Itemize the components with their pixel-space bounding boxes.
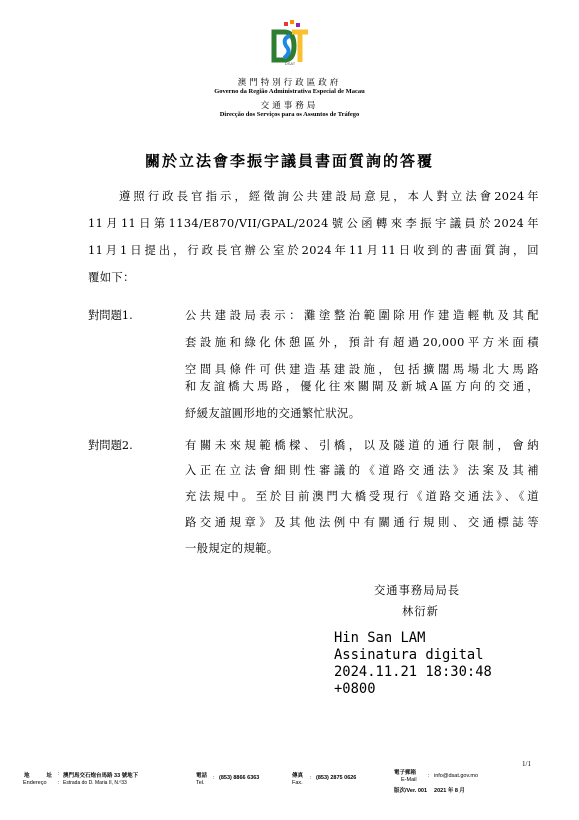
answer-line: 公共建設局表示：灘塗整治範圍除用作建造輕軌及其配 [185,309,539,322]
page-number: 1/1 [522,760,531,768]
address-pt: Estrada do D. Maria II, N.º33 [63,780,127,786]
address-zh: 澳門馬交石炮台馬路 33 號地下 [63,773,139,779]
tel-number: (853) 8866 6363 [219,775,260,781]
dsat-logo [270,20,310,66]
intro-line: 11月11日第1134/E870/VII/GPAL/2024號公函轉來李振宇議員於2024年 [88,217,539,230]
answer-line: 充法規中。至於目前澳門大橋受現行《道路交通法》、《道 [185,490,539,503]
signatory-title: 交通事務局局長 [374,584,461,597]
version-info: 版次/Ver. 001 2021 年 8 月 [394,788,465,794]
digital-signature [334,630,534,698]
address-label-pt: Endereço [23,780,47,786]
org-name-zh: 澳門特別行政區政府 [237,78,342,88]
intro-line: 覆如下： [88,271,135,284]
answer-2-label: 對問題2. [88,439,133,452]
answer-line: 空間具條件可供建造基建設施，包括擴闊馬場北大馬路 [185,363,539,376]
signature-timezone: +0800 [334,681,376,697]
signatory-name: 林衍新 [402,605,439,618]
address-label-zh: 地 址 [24,773,55,779]
signature-label: Assinatura digital [334,647,484,663]
fax-number: (853) 2875 0626 [316,775,357,781]
answer-1-label: 對問題1. [88,309,133,322]
tel-label-zh: 電話 [196,773,208,779]
answer-line: 套設施和綠化休憩區外，預計有超過20,000平方米面積 [185,336,539,349]
dept-name-zh: 交通事務局 [260,101,319,111]
answer-line: 路交通規章》及其他法例中有關通行規則、交通標誌等 [185,516,539,529]
org-name-pt: Governo da Região Administrativa Especial de Macau [214,88,365,95]
email-label-pt: E-Mail [401,777,417,783]
email-label-zh: 電子郵箱 [394,770,417,776]
svg-text:DSAT: DSAT [284,61,296,66]
dept-name-pt: Direcção dos Serviços para os Assuntos de Tráfego [219,111,360,118]
fax-label-pt: Fax. [292,780,303,786]
signature-name: Hin San LAM [334,630,426,646]
answer-line: 一般規定的規範。 [185,542,279,555]
signature-datetime: 2024.11.21 18:30:48 [334,664,492,680]
document-title: 關於立法會李振宇議員書面質詢的答覆 [144,152,434,170]
email-address: info@dsat.gov.mo [434,773,479,779]
fax-label-zh: 傳真 [292,773,304,779]
answer-line: 入正在立法會細則性審議的《道路交通法》法案及其補 [185,464,539,477]
intro-line: 11月1日提出，行政長官辦公室於2024年11月11日收到的書面質詢，回 [88,244,539,257]
answer-line: 有關未來規範橋樑、引橋，以及隧道的通行限制，會納 [185,439,539,452]
intro-line: 遵照行政長官指示，經徵詢公共建設局意見，本人對立法會2024年 [119,190,539,203]
answer-line: 和友誼橋大馬路，優化往來關閘及新城A區方向的交通， [185,380,539,393]
answer-line: 紓緩友誼圓形地的交通繁忙狀況。 [185,407,361,420]
tel-label-pt: Tel. [196,780,205,786]
